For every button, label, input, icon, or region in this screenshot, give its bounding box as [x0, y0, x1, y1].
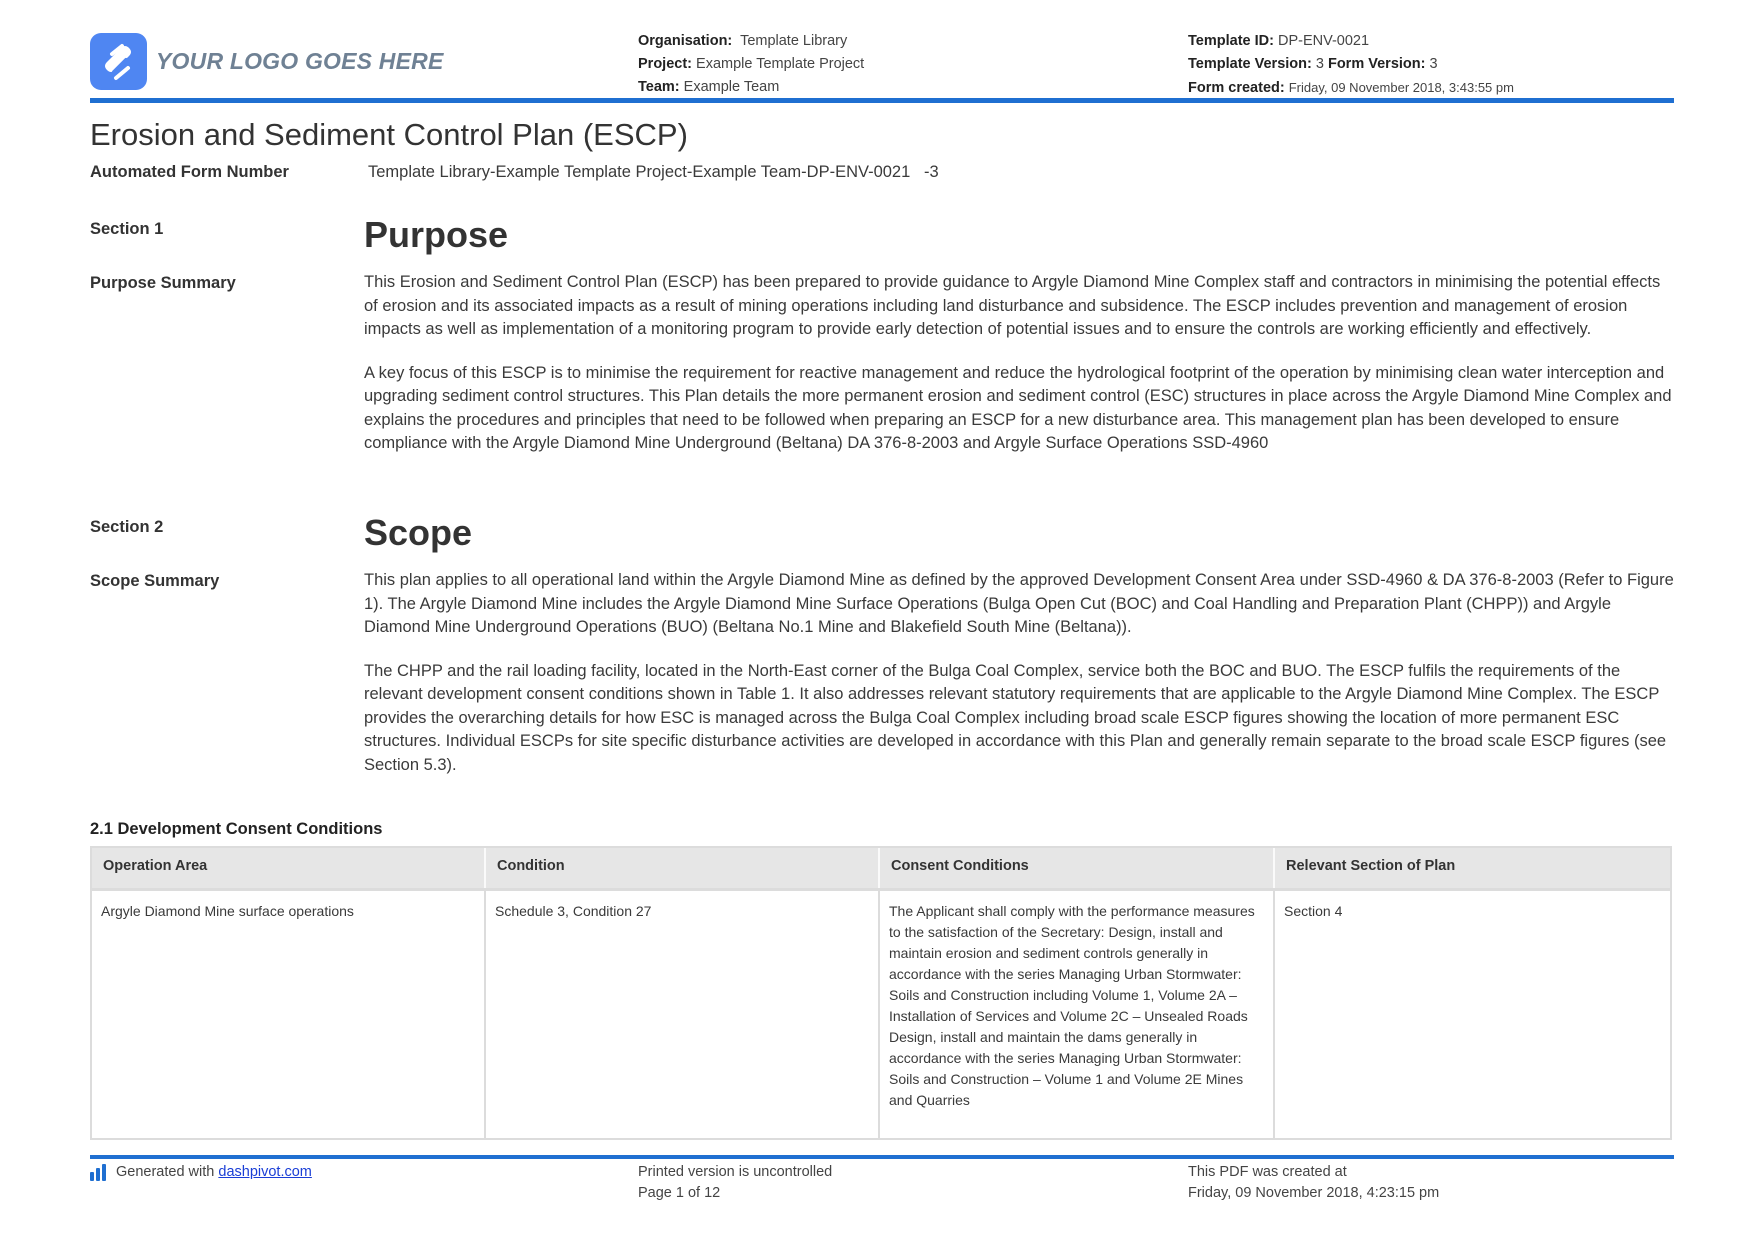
header-meta-organisation — [638, 30, 864, 99]
template-id-value: DP-ENV-0021 — [1277, 33, 1370, 49]
purpose-summary-text — [364, 271, 1674, 476]
footer-print-info — [638, 1162, 832, 1204]
scope-paragraph-1: This plan applies to all operational land within the Argyle Diamond Mine as defined by the approved Development Consent Area under SSD-4960 & DA 376-8-2003 (Refer to Figure 1). The Argyle Diamond Mine includes the Argyle Diamond Mine Surface Operations (Bulga Open Cut (BOC) and Coal Handling and Preparation Plant (CHPP)) and Argyle Diamond Mine Underground Operations (BUO) (Beltana No.1 Mine and Blakefield South Mine (Beltana)). — [364, 571, 1674, 636]
logo — [90, 33, 444, 90]
purpose-paragraph-1: This Erosion and Sediment Control Plan (ESCP) has been prepared to provide guidance to Argyle Diamond Mine Complex staff and contractors in minimising the potential effects of erosion and its associated impacts as a result of mining operations including land disturbance and subsidence. The ESCP includes prevention and management of erosion impacts as well as implementation of a monitoring program to provide early detection of potential issues and to ensure the controls are working efficiently and effectively. — [364, 273, 1661, 338]
team-label: Team: — [638, 79, 680, 95]
dashpivot-icon — [90, 1164, 108, 1181]
page-title: Erosion and Sediment Control Plan (ESCP) — [90, 117, 688, 152]
pdf-created-value: Friday, 09 November 2018, 4:23:15 pm — [1188, 1185, 1440, 1201]
logo-text: YOUR LOGO GOES HERE — [156, 48, 444, 74]
organisation-value: Template Library — [740, 33, 848, 49]
pdf-created-label: This PDF was created at — [1188, 1164, 1347, 1180]
page-number: Page 1 of 12 — [638, 1185, 721, 1201]
logo-icon — [90, 33, 147, 90]
generated-with-text: Generated with — [116, 1164, 215, 1180]
page-header — [90, 28, 1674, 98]
scope-summary-text — [364, 569, 1674, 797]
purpose-summary-label: Purpose Summary — [90, 274, 236, 292]
table-header-row — [92, 848, 1670, 888]
column-header: Consent Conditions — [880, 848, 1275, 888]
organisation-label: Organisation: — [638, 33, 733, 49]
footer-pdf-created — [1188, 1162, 1439, 1204]
template-version-value: 3 — [1315, 56, 1324, 72]
form-version-label: Form Version: — [1327, 56, 1426, 72]
footer-divider — [90, 1155, 1674, 1159]
column-header: Operation Area — [92, 848, 486, 888]
form-number-value: Template Library-Example Template Project-Example Team-DP-ENV-0021 -3 — [368, 163, 939, 181]
header-divider — [90, 98, 1674, 103]
table-row — [92, 888, 1670, 1138]
section1-label: Section 1 — [90, 220, 164, 238]
scope-summary-label: Scope Summary — [90, 572, 220, 590]
column-header: Condition — [486, 848, 880, 888]
table-cell-condition: Schedule 3, Condition 27 — [486, 891, 880, 1138]
purpose-paragraph-2: A key focus of this ESCP is to minimise the requirement for reactive management and reduce the hydrological footprint of the operation by minimising clean water interception and upgrading sediment control structures. This Plan details the more permanent erosion and sediment control (ESC) structures in place across the Argyle Diamond Mine Complex and explains the procedures and principles that need to be followed when preparing an ESCP for a new disturbance area. This management plan has been developed to ensure compliance with the Argyle Diamond Mine Underground (Beltana) DA 376-8-2003 and Argyle Surface Operations SSD-4960 — [364, 363, 1672, 452]
template-version-label: Template Version: — [1188, 56, 1312, 72]
project-value: Example Template Project — [696, 56, 865, 72]
form-version-value: 3 — [1429, 56, 1438, 72]
header-meta-template — [1188, 30, 1514, 100]
scope-paragraph-2: The CHPP and the rail loading facility, located in the North-East corner of the Bulga Coal Complex, service both the BOC and BUO. The ESCP fulfils the requirements of the relevant development consent conditions shown in Table 1. It also addresses relevant statutory requirements that are applicable to the Argyle Diamond Mine Complex. The ESCP provides the overarching details for how ESC is managed across the Bulga Coal Complex including broad scale ESCP figures showing the location of more permanent ESC structures. Individual ESCPs for site specific disturbance activities are developed in accordance with this Plan and generally remain separate to the broad scale ESCP figures (see Section 5.3). — [364, 661, 1667, 774]
template-id-label: Template ID: — [1188, 33, 1274, 49]
dashpivot-link[interactable]: dashpivot.com — [218, 1164, 312, 1180]
section1-title: Purpose — [364, 214, 509, 255]
consent-conditions-table — [90, 846, 1672, 1140]
section2-label: Section 2 — [90, 518, 164, 536]
form-created-value: Friday, 09 November 2018, 3:43:55 pm — [1288, 80, 1514, 95]
team-value: Example Team — [683, 79, 780, 95]
table-cell-relevant-section: Section 4 — [1284, 903, 1343, 919]
table-cell-consent-conditions: The Applicant shall comply with the performance measures to the satisfaction of the Secretary: Design, install and maintain erosion and sediment controls generally in accordance with the series Managing Urban Stormwater: Soils and Construction including Volume 1, Volume 2A – Installation of Services and Volume 2C – Unsealed Roads Design, install and maintain the dams generally in accordance with the series Managing Urban Stormwater: Soils and Construction – Volume 1 and Volume 2E Mines and Quarries — [880, 891, 1275, 1138]
section2-title: Scope — [364, 512, 473, 553]
document-page — [90, 0, 1674, 1240]
project-label: Project: — [638, 56, 692, 72]
uncontrolled-notice: Printed version is uncontrolled — [638, 1164, 833, 1180]
footer-generated — [90, 1162, 312, 1183]
table-cell-operation-area: Argyle Diamond Mine surface operations — [92, 891, 486, 1138]
column-header: Relevant Section of Plan — [1286, 858, 1456, 874]
form-created-label: Form created: — [1188, 80, 1285, 96]
form-number-label: Automated Form Number — [90, 163, 289, 181]
table-heading: 2.1 Development Consent Conditions — [90, 820, 383, 838]
